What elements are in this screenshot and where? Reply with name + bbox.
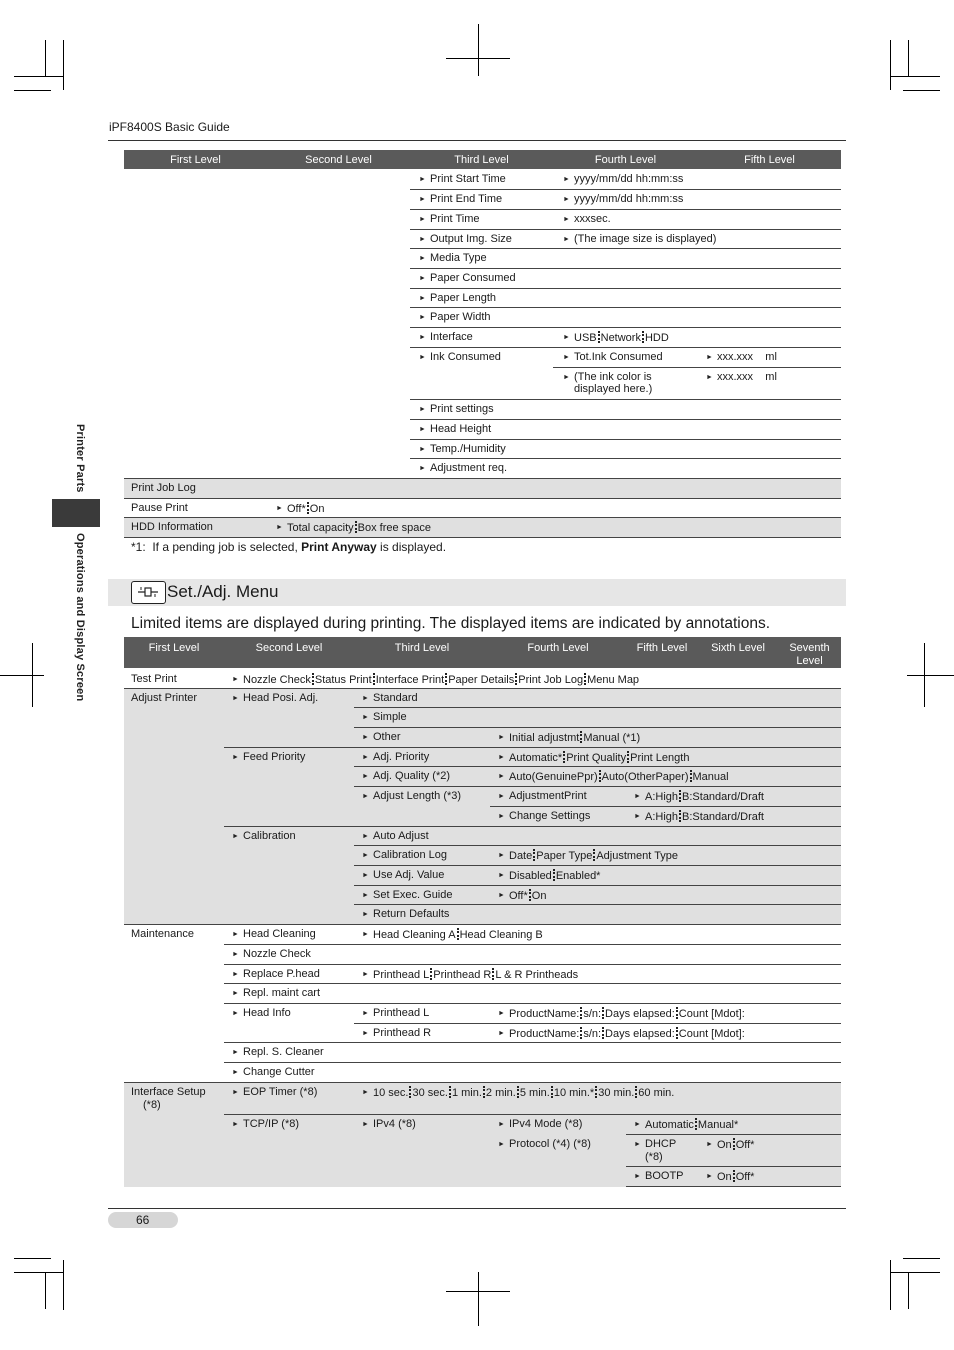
t2-fourth-item: IPv4 Mode (*8) xyxy=(509,1118,583,1130)
t1-fourth-item: (The image size is displayed) xyxy=(574,233,717,245)
bullet-icon: ► xyxy=(362,734,369,741)
t1-fifth-item: xxx.xxx ml xyxy=(717,371,777,383)
row-rule xyxy=(224,1114,841,1115)
bullet-icon: ► xyxy=(563,196,570,203)
bullet-icon: ► xyxy=(362,1010,369,1017)
head-cleaning-options: Head Cleaning A Head Cleaning B xyxy=(373,929,543,941)
t1-col-fourth: Fourth Level xyxy=(594,154,657,166)
t2-third-item: Use Adj. Value xyxy=(373,869,445,881)
t2-first-item: Interface Setup xyxy=(131,1086,206,1098)
row-rule xyxy=(124,1082,841,1083)
t2-third-item: Auto Adjust xyxy=(373,830,429,842)
row-rule xyxy=(410,419,841,420)
row-rule xyxy=(410,347,841,348)
row-rule xyxy=(626,1186,841,1187)
bullet-icon: ► xyxy=(362,852,369,859)
bullet-icon: ► xyxy=(498,734,505,741)
bootp-options: On Off* xyxy=(717,1171,755,1183)
t2-second-item: TCP/IP (*8) xyxy=(243,1118,300,1130)
t1-col-second: Second Level xyxy=(305,154,372,166)
footnote: *1: If a pending job is selected, Print Anyway is displayed. xyxy=(131,540,447,554)
bullet-icon: ► xyxy=(419,465,426,472)
row-rule xyxy=(410,439,841,440)
bullet-icon: ► xyxy=(362,773,369,780)
bullet-icon: ► xyxy=(232,990,239,997)
crop-mark xyxy=(45,1272,46,1309)
bullet-icon: ► xyxy=(362,714,369,721)
calibration-log-options: Date Paper Type Adjustment Type xyxy=(509,850,679,862)
row-rule xyxy=(410,458,841,459)
crop-mark xyxy=(63,40,64,90)
bullet-icon: ► xyxy=(232,971,239,978)
bullet-icon: ► xyxy=(232,1121,239,1128)
t2-fifth-item: DHCP xyxy=(645,1138,677,1150)
bullet-icon: ► xyxy=(362,1121,369,1128)
t2-fourth-item: AdjustmentPrint xyxy=(509,790,587,802)
t1-third-item: Print Start Time xyxy=(430,173,506,185)
set-exec-guide-options: Off* On xyxy=(509,890,547,902)
bullet-icon: ► xyxy=(706,1173,713,1180)
bullet-icon: ► xyxy=(563,236,570,243)
row-rule xyxy=(626,1134,841,1135)
row-rule xyxy=(224,1003,841,1004)
bullet-icon: ► xyxy=(498,852,505,859)
bullet-icon: ► xyxy=(419,295,426,302)
row-rule xyxy=(410,327,841,328)
row-rule xyxy=(224,944,841,945)
side-tab-section: Printer Parts xyxy=(74,424,86,493)
bullet-icon: ► xyxy=(706,1141,713,1148)
bullet-icon: ► xyxy=(419,406,426,413)
row-rule xyxy=(124,498,841,499)
t1-first-item: Print Job Log xyxy=(131,482,196,494)
t1-third-item: Print Time xyxy=(430,213,480,225)
adjustment-print-options: A:High B:Standard/Draft xyxy=(645,791,764,803)
row-rule xyxy=(354,845,841,846)
t2-col-seventh-2: Level xyxy=(796,655,823,667)
t1-fourth-item: yyyy/mm/dd hh:mm:ss xyxy=(574,173,684,185)
settings-adjust-icon xyxy=(131,581,166,604)
side-tab-marker xyxy=(52,499,100,527)
crop-mark xyxy=(903,90,940,91)
bullet-icon: ► xyxy=(362,793,369,800)
t2-second-item: Head Info xyxy=(243,1007,291,1019)
t1-third-item: Print settings xyxy=(430,403,494,415)
t2-second-item: Nozzle Check xyxy=(243,948,311,960)
crop-mark xyxy=(890,1272,940,1273)
t2-second-item: Repl. S. Cleaner xyxy=(243,1046,324,1058)
bullet-icon: ► xyxy=(498,754,505,761)
crop-mark xyxy=(446,1291,510,1292)
t2-col-second: Second Level xyxy=(255,642,323,654)
row-rule xyxy=(124,924,841,925)
t1-col-fifth: Fifth Level xyxy=(744,154,795,166)
adj-priority-options: Automatic* Print Quality Print Length xyxy=(509,752,690,764)
bullet-icon: ► xyxy=(498,773,505,780)
dhcp-options: On Off* xyxy=(717,1139,755,1151)
crop-mark xyxy=(478,1272,479,1326)
bullet-icon: ► xyxy=(563,334,570,341)
crop-mark xyxy=(45,40,46,77)
t2-col-fifth: Fifth Level xyxy=(636,642,688,654)
section-title: Set./Adj. Menu xyxy=(167,582,279,601)
bullet-icon: ► xyxy=(634,793,641,800)
t1-first-item: Pause Print xyxy=(131,502,188,514)
test-print-items: Nozzle Check Status Print Interface Print Paper Details Print Job Log Menu Map xyxy=(243,674,640,686)
t1-fifth-item: xxx.xxx ml xyxy=(717,351,777,363)
bullet-icon: ► xyxy=(563,354,570,361)
t2-third-item: Printhead L xyxy=(373,1007,430,1019)
t1-third-item: Interface xyxy=(430,331,473,343)
t1-pause-options: Off* On xyxy=(287,503,325,515)
bullet-icon: ► xyxy=(362,971,369,978)
bullet-icon: ► xyxy=(276,524,283,531)
bullet-icon: ► xyxy=(232,951,239,958)
t2-third-item: Adj. Quality (*2) xyxy=(373,770,451,782)
t2-second-item: Head Posi. Adj. xyxy=(243,692,319,704)
other-options: Initial adjustmt Manual (*1) xyxy=(509,732,641,744)
bullet-icon: ► xyxy=(362,695,369,702)
bullet-icon: ► xyxy=(634,1121,641,1128)
t2-third-item: Adjust Length (*3) xyxy=(373,790,462,802)
bullet-icon: ► xyxy=(232,1049,239,1056)
bullet-icon: ► xyxy=(419,334,426,341)
bullet-icon: ► xyxy=(419,354,426,361)
t2-third-item: Printhead R xyxy=(373,1027,432,1039)
t1-third-item: Temp./Humidity xyxy=(430,443,506,455)
footer-rule xyxy=(108,1208,846,1209)
row-rule xyxy=(354,865,841,866)
bullet-icon: ► xyxy=(232,676,239,683)
row-rule xyxy=(224,747,841,748)
bullet-icon: ► xyxy=(498,1030,505,1037)
row-rule xyxy=(410,189,841,190)
bullet-icon: ► xyxy=(563,176,570,183)
t2-third-item: IPv4 (*8) xyxy=(373,1118,416,1130)
bullet-icon: ► xyxy=(634,813,641,820)
bullet-icon: ► xyxy=(419,176,426,183)
t2-third-item: Other xyxy=(373,731,401,743)
row-rule xyxy=(354,707,841,708)
bullet-icon: ► xyxy=(232,1010,239,1017)
bullet-icon: ► xyxy=(362,1089,369,1096)
bullet-icon: ► xyxy=(362,754,369,761)
row-rule xyxy=(410,268,841,269)
t1-hdd-options: Total capacity Box free space xyxy=(287,522,432,534)
side-tab-subsection: Operations and Display Screen xyxy=(74,533,86,702)
t2-second-item: Repl. maint cart xyxy=(243,987,321,999)
row-rule xyxy=(354,727,841,728)
bullet-icon: ► xyxy=(419,446,426,453)
bullet-icon: ► xyxy=(419,275,426,282)
t2-second-item: Feed Priority xyxy=(243,751,306,763)
row-rule xyxy=(490,806,841,807)
bullet-icon: ► xyxy=(419,426,426,433)
row-rule xyxy=(354,1023,841,1024)
t2-fifth-item: (*8) xyxy=(645,1151,663,1163)
bullet-icon: ► xyxy=(419,314,426,321)
bullet-icon: ► xyxy=(232,1089,239,1096)
bullet-icon: ► xyxy=(362,892,369,899)
bullet-icon: ► xyxy=(232,1069,239,1076)
bullet-icon: ► xyxy=(232,754,239,761)
row-rule xyxy=(224,964,841,965)
crop-mark xyxy=(63,1260,64,1310)
t2-third-item: Adj. Priority xyxy=(373,751,430,763)
crop-mark xyxy=(908,1272,909,1309)
bullet-icon: ► xyxy=(362,931,369,938)
t2-third-item: Calibration Log xyxy=(373,849,447,861)
bullet-icon: ► xyxy=(362,833,369,840)
bullet-icon: ► xyxy=(362,911,369,918)
row-rule xyxy=(410,399,841,400)
crop-mark xyxy=(890,1260,891,1310)
crop-mark xyxy=(14,76,64,77)
t2-fifth-item: BOOTP xyxy=(645,1170,684,1182)
bullet-icon: ► xyxy=(563,374,570,381)
row-rule xyxy=(224,1042,841,1043)
bullet-icon: ► xyxy=(706,354,713,361)
t1-third-item: Print End Time xyxy=(430,193,503,205)
t1-row-band xyxy=(124,518,841,537)
t1-fourth-item: xxxsec. xyxy=(574,213,611,225)
t2-third-item: Return Defaults xyxy=(373,908,450,920)
crop-mark xyxy=(0,675,44,676)
crop-mark xyxy=(478,24,479,76)
row-rule xyxy=(224,826,841,827)
t1-third-item: Paper Consumed xyxy=(430,272,516,284)
crop-mark xyxy=(907,675,954,676)
crop-mark xyxy=(14,1258,51,1259)
t2-second-item: Change Cutter xyxy=(243,1066,315,1078)
row-rule xyxy=(224,1062,841,1063)
row-rule xyxy=(410,248,841,249)
t1-third-item: Output Img. Size xyxy=(430,233,512,245)
t1-fourth-item: displayed here.) xyxy=(574,383,653,395)
t1-first-item: HDD Information xyxy=(131,521,213,533)
bullet-icon: ► xyxy=(498,1010,505,1017)
crop-mark xyxy=(446,58,510,59)
row-rule xyxy=(410,209,841,210)
bullet-icon: ► xyxy=(498,872,505,879)
t2-first-item: Test Print xyxy=(131,673,177,685)
change-settings-options: A:High B:Standard/Draft xyxy=(645,811,764,823)
t1-third-item: Paper Width xyxy=(430,311,491,323)
bullet-icon: ► xyxy=(276,505,283,512)
crop-mark xyxy=(890,76,940,77)
t2-first-item: (*8) xyxy=(143,1099,161,1111)
t2-col-sixth: Sixth Level xyxy=(711,642,765,654)
row-rule xyxy=(410,307,841,308)
bullet-icon: ► xyxy=(419,255,426,262)
bullet-icon: ► xyxy=(362,872,369,879)
t2-first-item: Maintenance xyxy=(131,928,194,940)
crop-mark xyxy=(908,40,909,77)
t2-col-fourth: Fourth Level xyxy=(527,642,589,654)
t1-interface-options: USB Network HDD xyxy=(574,332,669,344)
t2-third-item: Set Exec. Guide xyxy=(373,889,453,901)
t2-first-item: Adjust Printer xyxy=(131,692,198,704)
eop-timer-options: 10 sec. 30 sec. 1 min. 2 min. 5 min. 10 min.* 30 min. 60 min. xyxy=(373,1087,675,1099)
t2-fourth-item: Change Settings xyxy=(509,810,591,822)
t1-third-item: Head Height xyxy=(430,423,492,435)
header-rule xyxy=(108,140,846,141)
bullet-icon: ► xyxy=(232,931,239,938)
crop-mark xyxy=(14,90,51,91)
t1-col-first: First Level xyxy=(170,154,221,166)
t1-fourth-item: Tot.Ink Consumed xyxy=(574,351,663,363)
bullet-icon: ► xyxy=(706,374,713,381)
bullet-icon: ► xyxy=(232,695,239,702)
row-rule xyxy=(354,885,841,886)
row-rule xyxy=(124,537,841,538)
t2-second-item: EOP Timer (*8) xyxy=(243,1086,318,1098)
head-info-l-options: ProductName: s/n: Days elapsed: Count [Mdot]: xyxy=(509,1008,745,1020)
bullet-icon: ► xyxy=(498,1141,505,1148)
row-rule xyxy=(410,229,841,230)
row-rule xyxy=(553,367,841,368)
t1-third-item: Adjustment req. xyxy=(430,462,508,474)
row-rule xyxy=(410,288,841,289)
bullet-icon: ► xyxy=(419,236,426,243)
t2-fourth-item: Protocol (*4) (*8) xyxy=(509,1138,591,1150)
bullet-icon: ► xyxy=(498,793,505,800)
t1-third-item: Ink Consumed xyxy=(430,351,501,363)
t2-second-item: Replace P.head xyxy=(243,968,320,980)
ipv4-mode-options: Automatic Manual* xyxy=(645,1119,739,1131)
bullet-icon: ► xyxy=(498,813,505,820)
bullet-icon: ► xyxy=(232,833,239,840)
crop-mark xyxy=(14,1272,64,1273)
row-rule xyxy=(626,1166,841,1167)
document-title: iPF8400S Basic Guide xyxy=(109,120,230,134)
t2-second-item: Head Cleaning xyxy=(243,928,316,940)
page-number: 66 xyxy=(136,1213,150,1227)
t2-col-third: Third Level xyxy=(394,642,450,654)
bullet-icon: ► xyxy=(419,216,426,223)
t2-second-item: Calibration xyxy=(243,830,296,842)
t2-col-seventh: Seventh xyxy=(789,642,830,654)
t1-col-third: Third Level xyxy=(454,154,509,166)
bullet-icon: ► xyxy=(634,1173,641,1180)
crop-mark xyxy=(890,40,891,90)
replace-phead-options: Printhead L Printhead R L & R Printheads xyxy=(373,969,579,981)
row-rule xyxy=(354,786,841,787)
t1-row-band xyxy=(124,479,841,498)
row-rule xyxy=(224,983,841,984)
t1-fourth-item: yyyy/mm/dd hh:mm:ss xyxy=(574,193,684,205)
adj-quality-options: Auto(GenuinePpr) Auto(OtherPaper) Manual xyxy=(509,771,729,783)
bullet-icon: ► xyxy=(419,196,426,203)
t2-third-item: Standard xyxy=(373,692,418,704)
row-rule xyxy=(354,904,841,905)
bullet-icon: ► xyxy=(498,1121,505,1128)
row-rule xyxy=(124,688,841,689)
bullet-icon: ► xyxy=(563,216,570,223)
t2-third-item: Simple xyxy=(373,711,407,723)
use-adj-value-options: Disabled Enabled* xyxy=(509,870,601,882)
head-info-r-options: ProductName: s/n: Days elapsed: Count [Mdot]: xyxy=(509,1028,745,1040)
bullet-icon: ► xyxy=(498,892,505,899)
row-rule xyxy=(354,766,841,767)
section-intro: Limited items are displayed during printing. The displayed items are indicated by annotations. xyxy=(131,615,771,632)
t1-third-item: Paper Length xyxy=(430,292,497,304)
crop-mark xyxy=(903,1258,940,1259)
bullet-icon: ► xyxy=(362,1030,369,1037)
t1-third-item: Media Type xyxy=(430,252,487,264)
t2-col-first: First Level xyxy=(148,642,200,654)
bullet-icon: ► xyxy=(634,1141,641,1148)
t1-fourth-item: (The ink color is xyxy=(574,371,652,383)
